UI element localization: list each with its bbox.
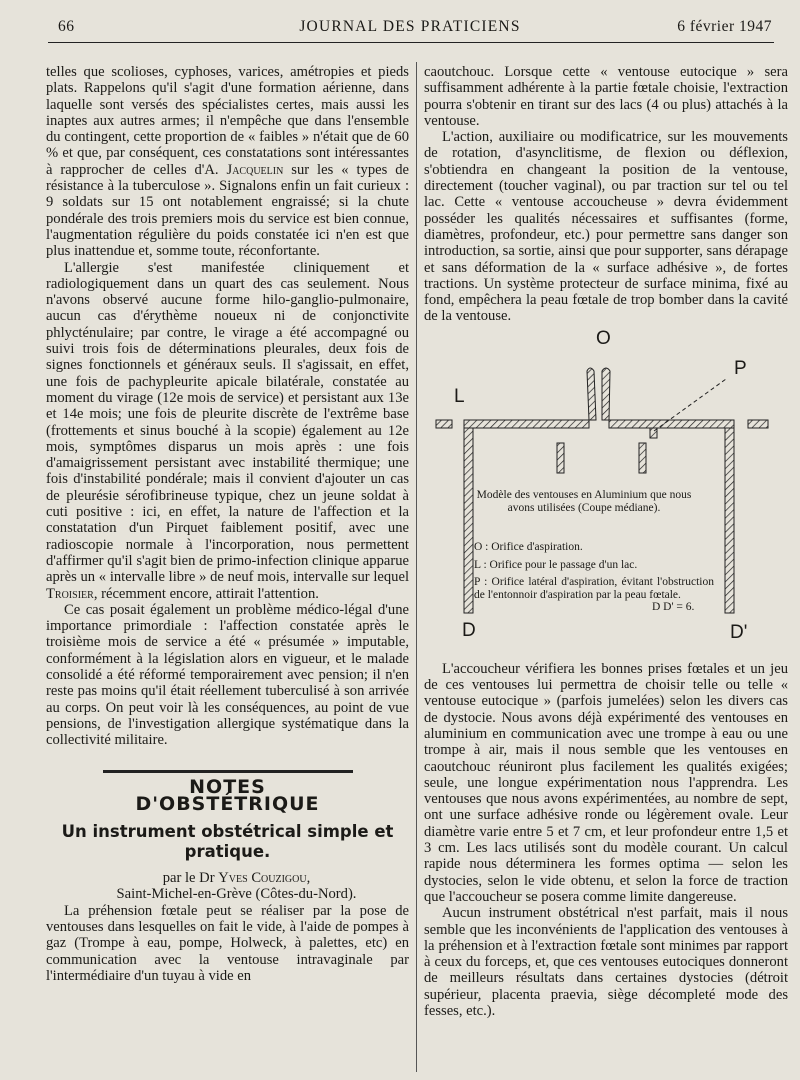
paragraph: L'accoucheur vérifiera les bonnes prises fœtales et un jeu de ces ventouses lui permettra de choisir telle ou telle « ventouse eutocique » (parfois jumelées) selon les divers cas de dystocie. Nous avons déjà expérimenté des ventouses en aluminium en communication avec une trompe à eau ou une trompe à air, mais il nous semble que les ventouses en caoutchouc réuniront plus facilement les qualités exigées; seule, une longue expérimentation nous l'apprendra. Les ventouses que nous avons expérimentées, au nombre de sept, ont une surface adhésive ronde ou légèrement ovale. Leur diamètre varie entre 5 et 7 cm, et leur profondeur entre 1,5 et 3 cm. Les lacs utilisés sont du modèle courant. Un calcul rapide nous déterminera les formes optima — selon les dystocies, selon le vide obtenu, et selon la force de traction que l'accoucheur se posera comme limite dangereuse. [424,660,788,905]
figure-suction-cup [424,327,788,661]
running-header [48,18,772,38]
article-title: Un instrument obstétrical simple et pratique. [61,822,394,862]
paragraph: Aucun instrument obstétrical n'est parfait, mais il nous semble que les inconvénients de l'application des ventouses à la préhension et à l'extraction fœtale sont minimes par rapport à ceux du forceps, et, que ces ventouses eutociques donneront de meilleurs résultats dans certaines dystocies (détroit supérieur, placenta praevia, siège décompleté mode des fesses, etc.). [424,905,788,1019]
suction-tube-left-wall [587,368,596,420]
right-column [424,64,788,1019]
label-l: L [454,385,465,407]
paragraph: caoutchouc. Lorsque cette « ventouse eutocique » sera suffisamment adhérente à la partie fœtale choisie, l'extraction pourra s'obtenir en tirant sur des lacs (4 ou plus) attachés à la ventouse. [424,64,788,129]
right-wall [725,428,734,613]
label-d: D [462,619,476,641]
label-o: O [596,327,611,349]
top-plate-right [609,420,734,428]
label-d-prime: D' [730,621,748,643]
paragraph: Ce cas posait également un problème médico-légal d'une importance primordiale : l'affection constatée après le troisième mois de service a été « présumée » imputable, conformément à la législation alors en vigueur, et le malade consolidé a été réformé temporairement avec pension; il n'en reste pas moins qu'il était réellement tuberculisé à son arrivée au corps. On peut voir là les conséquences, au point de vue pensions, de l'investigation allergique systématique dans la collectivité militaire. [46,601,409,749]
inner-peg-left [557,443,564,473]
inner-peg-right [639,443,646,473]
page-number: 66 [58,18,75,35]
paragraph: L'allergie s'est manifestée cliniquement et radiologiquement dans un quart des cas seulement. Nous n'avons observé aucune forme hilo-ganglio-pulmonaire, aucun cas d'érythème noueux ni de conjonctivite phlycténulaire; par contre, le virage a été accompagné ou suivi trois fois de déterminations pleurales, deux fois de signes fonctionnels et généraux seuls. Il s'agissait, en effet, une fois de pachypleurite apicale bilatérale, constatée au moment du virage (12e mois de service) et persistant aux 13e et 14e mois; une fois de pleurite discrète de l'extrême base (frottements et sinus bouché à la scopie) également au 12e mois, symptômes disparus un mois après : une fois d'amaigrissement persistant avec instabilité thermique; une fois d'instabilité pondérale; mais il convient d'ajouter un cas de pleurésie sérofibrineuse typique, chez un jeune soldat à cuti positive : ici, en effet, la nature de l'affection et la constatation d'un Pirquet faiblement positif, avec une radioscopie normale à l'incorporation, nous permettent d'affirmer qu'il s'agit bien de primo-infection clinique apparue après un « intervalle libre » de neuf mois, intervalle sur lequel Troisier, récemment encore, attirait l'attention. [46,259,409,602]
author-location: Saint-Michel-en-Grève (Côtes-du-Nord). [116,886,357,903]
paragraph: L'action, auxiliaire ou modificatrice, sur les mouvements de rotation, d'asynclitisme, de flexion ou déflexion, s'obtiendra en changeant la position de la ventouse, directement (toucher vaginal), ou par traction sur tel ou tel lac. Cette « ventouse accoucheuse » devra évidemment posséder les qualités nécessaires et suffisantes (forme, diamètres, profondeur, etc.) pour permettre sans danger son introduction, sa sortie, ainsi que pour supporter, sans dérapage et sans déformation de la « surface adhésive », de fortes tractions. Un système protecteur de surface minima, fixé au fond, empêchera la peau fœtale de trop bomber dans la cavité de la ventouse. [424,129,788,325]
legend-dd: D D' = 6. [652,600,695,613]
figure-caption: Modèle des ventouses en Aluminium que nous avons utilisées (Coupe médiane). [476,488,692,515]
legend-o: O : Orifice d'aspiration. [474,540,583,553]
label-p: P [734,357,747,379]
left-lug [436,420,452,428]
author-reference: Troisier [46,585,94,602]
author-reference: Jacquelin [226,161,284,178]
suction-tube-right-wall [602,368,610,420]
byline: par le Dr Yves Couzigou, [162,870,311,887]
paragraph: telles que scolioses, cyphoses, varices, amétropies et pieds plats. Rappelons qu'il s'agit d'une formation aérienne, dans laquelle sont versés des spécialistes certes, mais aussi les inaptes aux autres armes; il n'empêche que dans l'ensemble du contingent, cette proportion de « faibles » n'était que de 60 % et que, par conséquent, ces constatations sont intéressantes à rapprocher de celles d'A. Jacquelin sur les « types de résistance à la tuberculose ». Signalons enfin un fait curieux : 9 soldats sur 15 ont notablement engraissé; si la chute pondérale des trois premiers mois du service est bien connue, l'augmentation régulière du poids constatée ici n'en est que plus inattendue et, somme toute, réconfortante. [46,64,409,260]
issue-date: 6 février 1947 [677,18,772,35]
author-name: Yves Couzigou [218,870,307,887]
left-column [46,64,409,984]
right-lug [748,420,768,428]
header-rule [48,42,774,43]
section-title: NOTES D'OBSTÉTRIQUE [103,770,353,812]
top-plate-left [464,420,589,428]
journal-title: JOURNAL DES PRATICIENS [299,18,521,35]
column-divider [416,62,417,1072]
left-wall [464,428,473,613]
paragraph: La préhension fœtale peut se réaliser par la pose de ventouses dans lesquelles on fait le vide, à l'aide de pompes à gaz (Trompe à eau, pompe, Holweck, à palettes, etc) en communication avec la ventouse intravaginale par l'intermédiaire d'un tuyau à vide en [46,902,409,984]
legend-l: L : Orifice pour le passage d'un lac. [474,558,638,571]
legend-p: P : Orifice latéral d'aspiration, évitant l'obstruction de l'entonnoir d'aspiration par la peau fœtale. [474,575,714,602]
